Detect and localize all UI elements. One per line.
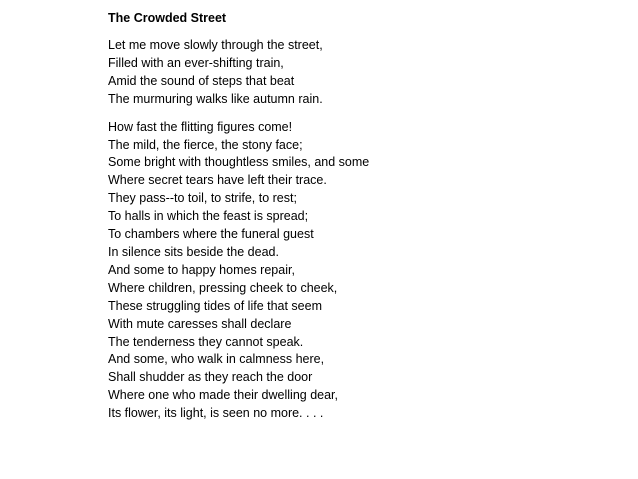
- poem-line: With mute caresses shall declare: [108, 316, 292, 331]
- poem-line: Shall shudder as they reach the door: [108, 370, 313, 385]
- poem-line: To halls in which the feast is spread;: [108, 209, 309, 224]
- poem-line: Filled with an ever-shifting train,: [108, 55, 284, 70]
- stanza-2: [108, 119, 628, 423]
- document-page: [108, 9, 628, 423]
- poem-line: And some, who walk in calmness here,: [108, 352, 325, 367]
- poem-line: The tenderness they cannot speak.: [108, 334, 304, 349]
- poem-line: And some to happy homes repair,: [108, 262, 295, 277]
- poem-line: These struggling tides of life that seem: [108, 298, 323, 313]
- poem-line: Where children, pressing cheek to cheek,: [108, 280, 338, 295]
- poem-line: Its flower, its light, is seen no more. . . .: [108, 406, 324, 421]
- poem-line: In silence sits beside the dead.: [108, 244, 279, 259]
- poem-line: Where secret tears have left their trace.: [108, 173, 327, 188]
- poem-line: Amid the sound of steps that beat: [108, 73, 295, 88]
- poem-line: Some bright with thoughtless smiles, and some: [108, 155, 370, 170]
- poem-line: Where one who made their dwelling dear,: [108, 388, 338, 403]
- poem-line: To chambers where the funeral guest: [108, 227, 314, 242]
- stanza-1: [108, 37, 628, 109]
- poem-title: The Crowded Street: [108, 11, 227, 25]
- poem-line: Let me move slowly through the street,: [108, 38, 323, 52]
- poem-line: The mild, the fierce, the stony face;: [108, 137, 303, 152]
- poem-line: They pass--to toil, to strife, to rest;: [108, 191, 297, 206]
- poem-line: How fast the flitting figures come!: [108, 119, 293, 134]
- poem-line: The murmuring walks like autumn rain.: [108, 91, 323, 106]
